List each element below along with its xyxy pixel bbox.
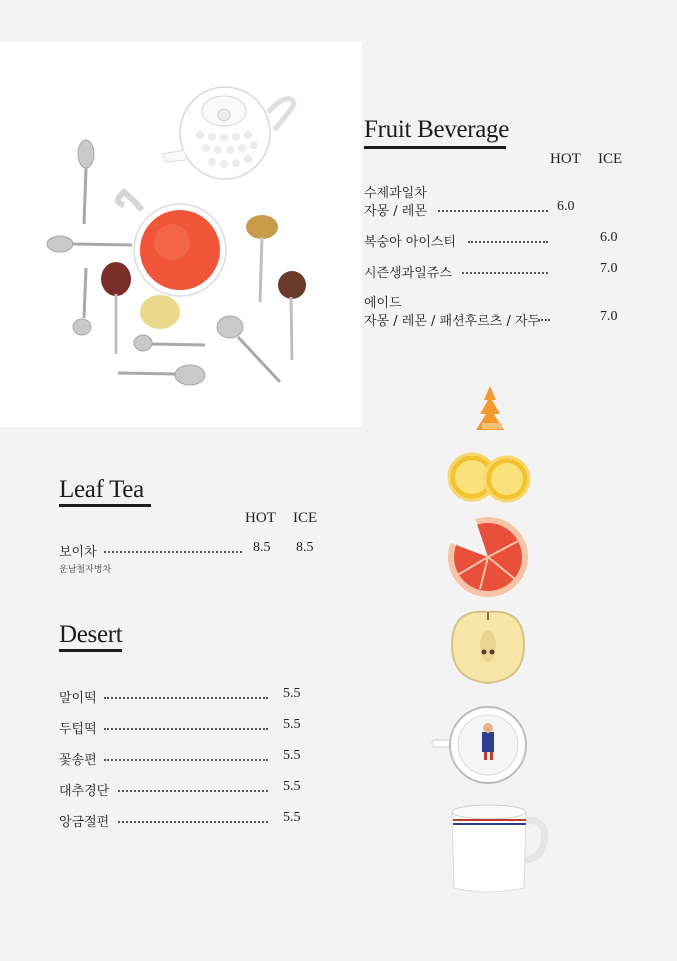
menu-item-name: 두텁떡 (59, 722, 97, 737)
price: 5.5 (283, 810, 301, 825)
menu-item-name: 꽃송편 (59, 753, 97, 768)
dot-leader (104, 728, 268, 730)
price: 5.5 (283, 686, 301, 701)
dot-leader (118, 790, 268, 792)
price-ice: 6.0 (600, 230, 618, 245)
leaf-tea-underline (59, 504, 151, 507)
leaf-tea-title: Leaf Tea (59, 476, 144, 503)
dot-leader (462, 272, 548, 274)
menu-item-name: 수제과일차 (364, 186, 427, 201)
grapefruit-image (448, 517, 528, 597)
lemon-slices-image (449, 454, 529, 501)
desert-title: Desert (59, 621, 123, 648)
price-hot: 6.0 (557, 199, 575, 214)
desert-underline (59, 649, 122, 652)
menu-item-name: 보이차 (59, 545, 97, 560)
menu-item-name: 시즌생과일쥬스 (364, 266, 452, 281)
dot-leader (118, 821, 268, 823)
menu-item-name: 대추경단 (59, 784, 110, 799)
price-hot: 8.5 (253, 540, 271, 555)
price: 5.5 (283, 717, 301, 732)
tea-cup-image (118, 192, 226, 296)
fruit-ice-header: ICE (598, 151, 623, 167)
fruit-beverage-title: Fruit Beverage (364, 116, 510, 143)
mug-image (452, 805, 545, 892)
menu-item-name: 말이떡 (59, 691, 97, 706)
menu-item-name: 에이드 (364, 296, 402, 311)
orange-peel-image (476, 386, 504, 430)
price-ice: 8.5 (296, 540, 314, 555)
menu-item-name: 복숭아 아이스티 (364, 235, 457, 250)
teacup-top-image (432, 707, 526, 783)
price: 5.5 (283, 779, 301, 794)
dot-leader (104, 697, 268, 699)
apple-image (452, 612, 524, 683)
tea-illustration (0, 42, 362, 427)
teapot-image (162, 87, 294, 179)
menu-item-subtitle: 운남철자병차 (59, 565, 112, 575)
price-ice: 7.0 (600, 261, 618, 276)
dot-leader (538, 319, 550, 321)
fruit-hot-header: HOT (550, 151, 581, 167)
menu-item-options: 자몽 / 레몬 / 패션후르츠 / 자두 (364, 314, 541, 329)
dot-leader (104, 551, 242, 553)
price-ice: 7.0 (600, 309, 618, 324)
dot-leader (104, 759, 268, 761)
menu-item-name: 앙금절편 (59, 815, 110, 830)
tea-ice-header: ICE (293, 510, 318, 526)
dot-leader (468, 241, 548, 243)
fruit-cup-illustrations (420, 380, 560, 900)
tea-hot-header: HOT (245, 510, 276, 526)
tea-photo-panel (0, 42, 362, 427)
dot-leader (438, 210, 548, 212)
price: 5.5 (283, 748, 301, 763)
fruit-beverage-underline (364, 146, 506, 149)
menu-item-options: 자몽 / 레몬 (364, 204, 427, 219)
